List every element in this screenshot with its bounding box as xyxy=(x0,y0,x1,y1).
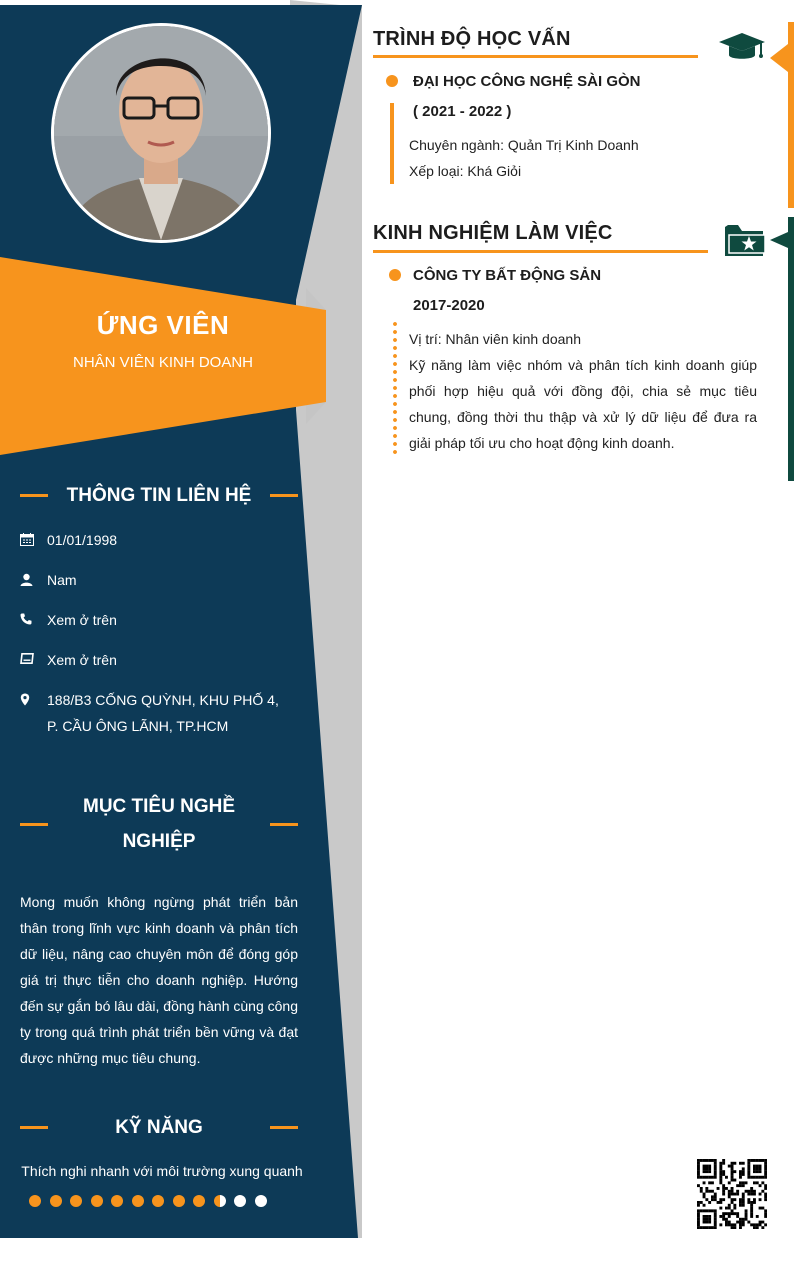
skill-dot xyxy=(214,1195,226,1207)
contact-value: 01/01/1998 xyxy=(47,532,118,548)
location-icon xyxy=(20,687,47,739)
heading-bar-left xyxy=(20,494,48,497)
contact-heading xyxy=(20,478,298,513)
calendar-icon xyxy=(20,527,47,553)
contact-value: Xem ở trên xyxy=(47,612,117,628)
experience-period: 2017-2020 xyxy=(413,297,485,314)
skill-dot xyxy=(255,1195,267,1207)
education-underline xyxy=(373,55,698,58)
education-grade: Xếp loại: Khá Giỏi xyxy=(409,163,522,179)
contact-value: Nam xyxy=(47,572,77,588)
heading-bar-right xyxy=(270,823,298,826)
education-heading: TRÌNH ĐỘ HỌC VẤN xyxy=(373,28,571,50)
skill-dot xyxy=(173,1195,185,1207)
graduation-cap-icon xyxy=(719,33,765,68)
contact-heading-text: THÔNG TIN LIÊN HỆ xyxy=(66,485,252,506)
candidate-role: NHÂN VIÊN KINH DOANH xyxy=(72,354,254,371)
contact-phone xyxy=(20,607,290,633)
skill-dot xyxy=(193,1195,205,1207)
folder-star-icon xyxy=(725,223,765,262)
skills-heading xyxy=(20,1110,298,1145)
education-bullet xyxy=(386,75,398,87)
phone-icon xyxy=(20,607,47,633)
heading-bar-right xyxy=(270,1126,298,1129)
heading-bar-left xyxy=(20,823,48,826)
experience-position: Vị trí: Nhân viên kinh doanh xyxy=(409,331,581,347)
email-icon xyxy=(20,647,47,673)
avatar xyxy=(51,23,271,243)
contact-gender xyxy=(20,567,290,593)
qr-code xyxy=(697,1159,767,1234)
skill-dot xyxy=(132,1195,144,1207)
skill-dot xyxy=(152,1195,164,1207)
experience-underline xyxy=(373,250,708,253)
skill-dot xyxy=(111,1195,123,1207)
contact-value: 188/B3 CỐNG QUỲNH, KHU PHỐ 4, P. CẦU ÔNG LÃNH, TP.HCM xyxy=(47,692,279,734)
education-accent-bar xyxy=(788,22,794,208)
contact-address xyxy=(20,687,290,739)
objective-text: Mong muốn không ngừng phát triển bản thân trong lĩnh vực kinh doanh và phân tích dữ liệu, nâng cao chuyên môn để đóng góp giá trị thực tiễn cho doanh nghiệp. Hướng đến sự gắn bó lâu dài, đồng hành cùng công ty trong quá trình phát triển bền vững và đạt được những mục tiêu chung. xyxy=(20,894,298,1066)
school-name: ĐẠI HỌC CÔNG NGHỆ SÀI GÒN xyxy=(413,73,641,90)
education-major: Chuyên ngành: Quản Trị Kinh Doanh xyxy=(409,137,639,153)
skill-name: Thích nghi nhanh với môi trường xung quanh xyxy=(21,1163,303,1179)
skill-dot xyxy=(234,1195,246,1207)
skills-heading-text: KỸ NĂNG xyxy=(115,1117,203,1138)
skill-dot xyxy=(91,1195,103,1207)
objective-heading-text: MỤC TIÊU NGHỀ NGHIỆP xyxy=(83,796,235,852)
heading-bar-right xyxy=(270,494,298,497)
experience-accent-bar xyxy=(788,217,794,481)
experience-bullet xyxy=(389,269,401,281)
heading-bar-left xyxy=(20,1126,48,1129)
skill-rating xyxy=(29,1195,267,1207)
contact-value: Xem ở trên xyxy=(47,652,117,668)
skill-dot xyxy=(70,1195,82,1207)
contact-birthdate xyxy=(20,527,290,553)
skill-dot xyxy=(29,1195,41,1207)
experience-heading: KINH NGHIỆM LÀM VIỆC xyxy=(373,222,613,244)
company-name: CÔNG TY BẤT ĐỘNG SẢN xyxy=(413,267,602,284)
education-period: ( 2021 - 2022 ) xyxy=(413,103,512,120)
user-icon xyxy=(20,567,47,593)
education-timeline xyxy=(390,103,394,184)
skill-dot xyxy=(50,1195,62,1207)
experience-timeline xyxy=(393,320,397,456)
experience-description: Kỹ năng làm việc nhóm và phân tích kinh doanh giúp phối hợp hiệu quả với đồng đội, chia sẻ mục tiêu chung, đồng thời thu thập và xử lý dữ liệu để đưa ra giải pháp tối ưu cho hoạt động kinh doanh. xyxy=(409,357,757,451)
contact-email xyxy=(20,647,290,673)
candidate-name: ỨNG VIÊN xyxy=(96,310,230,340)
objective-heading xyxy=(20,789,298,859)
